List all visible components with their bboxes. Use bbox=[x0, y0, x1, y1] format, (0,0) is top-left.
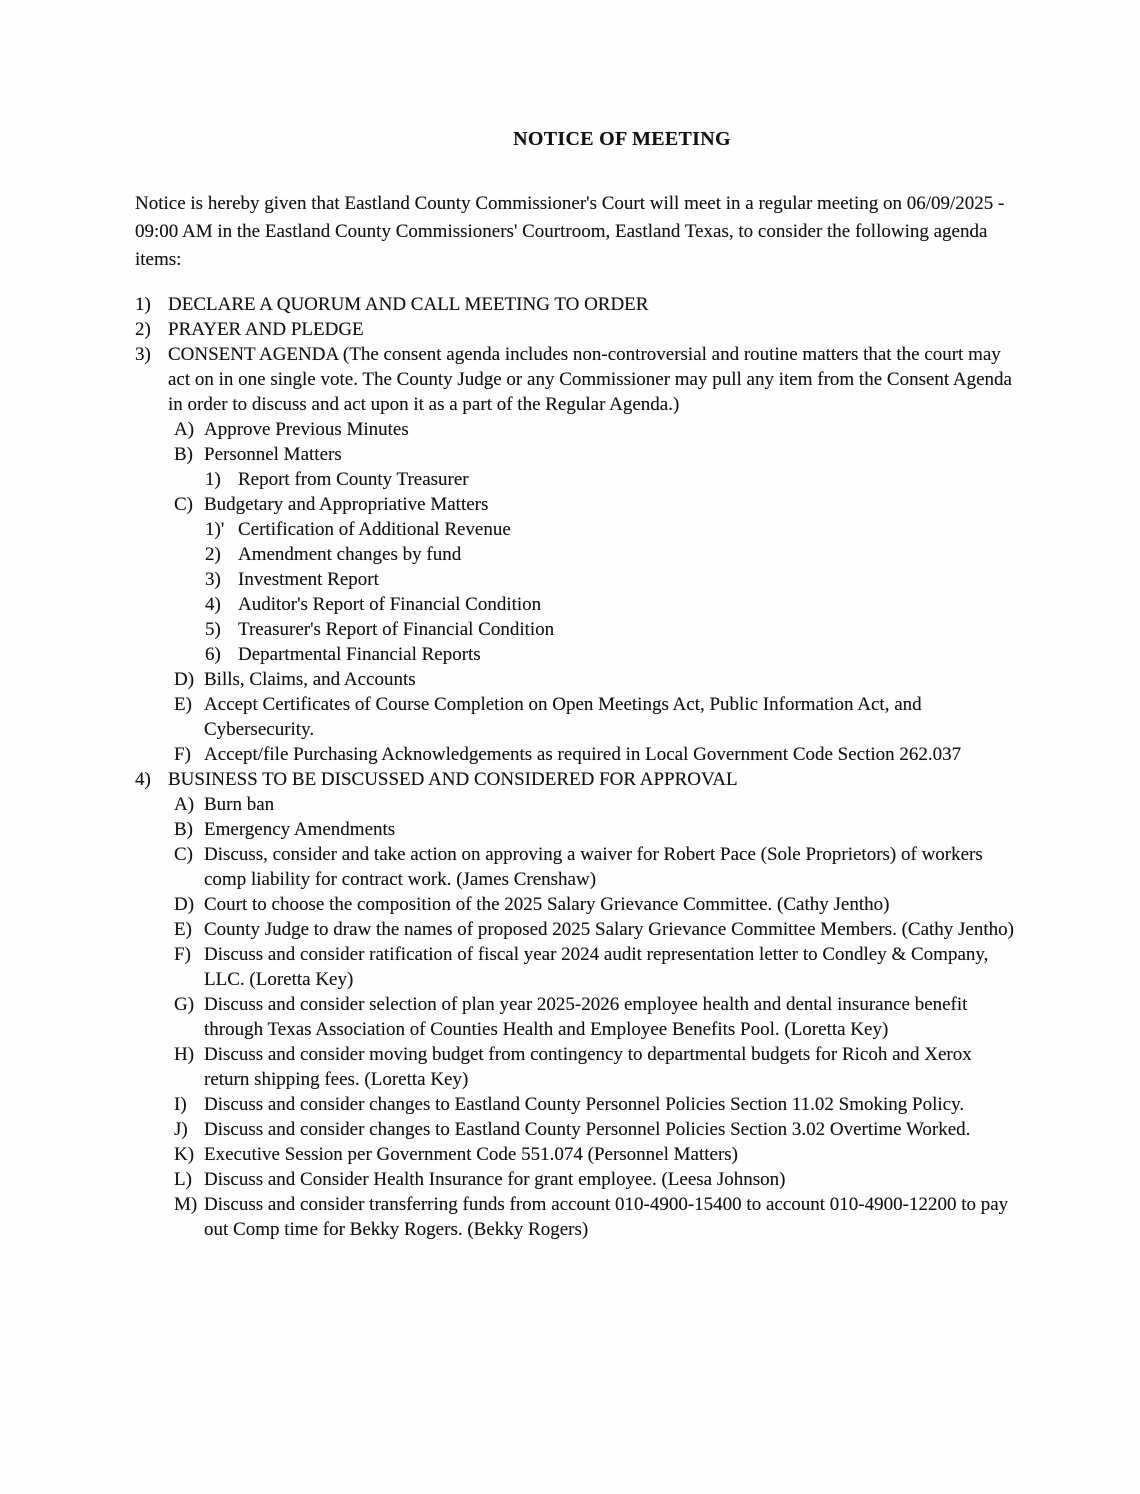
agenda-item bbox=[205, 517, 1015, 542]
agenda-item-row bbox=[174, 817, 1015, 842]
agenda-item bbox=[174, 667, 1015, 692]
agenda-list bbox=[135, 292, 1015, 1242]
agenda-item-row bbox=[174, 892, 1015, 917]
agenda-item-row bbox=[174, 1192, 1015, 1242]
item-text: Accept/file Purchasing Acknowledgements as required in Local Government Code Section 262.037 bbox=[204, 744, 962, 765]
agenda-item bbox=[174, 1192, 1015, 1242]
agenda-item bbox=[174, 417, 1015, 442]
agenda-item bbox=[174, 1142, 1015, 1167]
item-marker: 1)' bbox=[205, 519, 225, 540]
item-marker: I) bbox=[174, 1094, 187, 1115]
agenda-item-row bbox=[174, 442, 1015, 467]
item-marker: F) bbox=[174, 944, 191, 965]
agenda-item-row bbox=[205, 467, 1015, 492]
item-marker: 3) bbox=[205, 569, 221, 590]
item-marker: H) bbox=[174, 1044, 195, 1065]
item-marker: 6) bbox=[205, 644, 221, 665]
agenda-sublist bbox=[205, 467, 1015, 492]
agenda-item-row bbox=[174, 842, 1015, 892]
item-text: Court to choose the composition of the 2025 Salary Grievance Committee. (Cathy Jentho) bbox=[204, 894, 890, 915]
item-marker: E) bbox=[174, 919, 192, 940]
item-text: Amendment changes by fund bbox=[238, 544, 462, 565]
agenda-item bbox=[205, 642, 1015, 667]
item-marker: F) bbox=[174, 744, 191, 765]
agenda-item bbox=[205, 467, 1015, 492]
agenda-item bbox=[174, 792, 1015, 817]
agenda-item-row bbox=[205, 592, 1015, 617]
item-text: Emergency Amendments bbox=[204, 819, 396, 840]
agenda-item-row bbox=[174, 492, 1015, 517]
agenda-item-row bbox=[205, 567, 1015, 592]
agenda-item-row bbox=[174, 1117, 1015, 1142]
item-text: Discuss, consider and take action on approving a waiver for Robert Pace (Sole Proprietors) of workers comp liability for contract work. (James Crenshaw) bbox=[204, 844, 983, 890]
item-text: County Judge to draw the names of proposed 2025 Salary Grievance Committee Members. (Cathy Jentho) bbox=[204, 919, 1014, 940]
item-text: Bills, Claims, and Accounts bbox=[204, 669, 416, 690]
agenda-item bbox=[174, 992, 1015, 1042]
agenda-sublist bbox=[174, 792, 1015, 1242]
item-text: CONSENT AGENDA (The consent agenda includes non-controversial and routine matters that the court may act on in one single vote. The County Judge or any Commissioner may pull any item from the Consent Agenda in order to discuss and act upon it as a part of the Regular Agenda.) bbox=[168, 344, 1012, 415]
item-text: Certification of Additional Revenue bbox=[238, 519, 511, 540]
item-text: Budgetary and Appropriative Matters bbox=[204, 494, 489, 515]
agenda-item-row bbox=[174, 1092, 1015, 1117]
item-text: Report from County Treasurer bbox=[238, 469, 469, 490]
agenda-item-row bbox=[174, 1042, 1015, 1092]
item-marker: A) bbox=[174, 419, 195, 440]
agenda-item bbox=[174, 917, 1015, 942]
item-marker: J) bbox=[174, 1119, 188, 1140]
agenda-item-row bbox=[205, 517, 1015, 542]
item-text: BUSINESS TO BE DISCUSSED AND CONSIDERED FOR APPROVAL bbox=[168, 769, 738, 790]
agenda-item-row bbox=[174, 792, 1015, 817]
item-marker: G) bbox=[174, 994, 195, 1015]
agenda-item-row bbox=[174, 667, 1015, 692]
agenda-item-row bbox=[135, 342, 1015, 417]
item-marker: A) bbox=[174, 794, 195, 815]
agenda-item-row bbox=[174, 1142, 1015, 1167]
agenda-item-row bbox=[174, 742, 1015, 767]
agenda-item bbox=[174, 1042, 1015, 1092]
item-marker: B) bbox=[174, 819, 193, 840]
item-marker: L) bbox=[174, 1169, 192, 1190]
item-text: Discuss and consider changes to Eastland County Personnel Policies Section 11.02 Smoking Policy. bbox=[204, 1094, 965, 1115]
item-marker: D) bbox=[174, 894, 195, 915]
agenda-item-row bbox=[174, 917, 1015, 942]
agenda-item bbox=[174, 817, 1015, 842]
item-marker: D) bbox=[174, 669, 195, 690]
agenda-item bbox=[205, 592, 1015, 617]
agenda-item bbox=[135, 767, 1015, 1242]
item-text: DECLARE A QUORUM AND CALL MEETING TO ORDER bbox=[168, 294, 649, 315]
agenda-item-row bbox=[205, 642, 1015, 667]
agenda-item bbox=[174, 692, 1015, 742]
item-marker: B) bbox=[174, 444, 193, 465]
item-text: Discuss and consider moving budget from contingency to departmental budgets for Ricoh and Xerox return shipping fees. (Loretta Key) bbox=[204, 1044, 972, 1090]
item-marker: 3) bbox=[135, 344, 151, 365]
item-marker: C) bbox=[174, 494, 193, 515]
item-marker: 1) bbox=[135, 294, 151, 315]
item-text: Discuss and consider ratification of fiscal year 2024 audit representation letter to Condley & Company, LLC. (Loretta Key) bbox=[204, 944, 989, 990]
agenda-item-row bbox=[174, 1167, 1015, 1192]
agenda-item bbox=[174, 742, 1015, 767]
item-marker: K) bbox=[174, 1144, 195, 1165]
item-text: PRAYER AND PLEDGE bbox=[168, 319, 364, 340]
agenda-item bbox=[135, 292, 1015, 317]
agenda-item-row bbox=[174, 992, 1015, 1042]
agenda-item bbox=[174, 1167, 1015, 1192]
item-text: Departmental Financial Reports bbox=[238, 644, 481, 665]
item-text: Treasurer's Report of Financial Condition bbox=[238, 619, 555, 640]
item-marker: C) bbox=[174, 844, 193, 865]
item-text: Personnel Matters bbox=[204, 444, 342, 465]
agenda-item-row bbox=[174, 417, 1015, 442]
agenda-item-row bbox=[174, 942, 1015, 992]
item-text: Auditor's Report of Financial Condition bbox=[238, 594, 542, 615]
item-text: Discuss and Consider Health Insurance for grant employee. (Leesa Johnson) bbox=[204, 1169, 786, 1190]
item-text: Executive Session per Government Code 551.074 (Personnel Matters) bbox=[204, 1144, 738, 1165]
agenda-item bbox=[174, 1117, 1015, 1142]
agenda-item-row bbox=[205, 542, 1015, 567]
item-text: Accept Certificates of Course Completion on Open Meetings Act, Public Information Act, and Cybersecurity. bbox=[204, 694, 922, 740]
item-marker: 2) bbox=[135, 319, 151, 340]
item-marker: 5) bbox=[205, 619, 221, 640]
intro-paragraph: Notice is hereby given that Eastland County Commissioner's Court will meet in a regular meeting on 06/09/2025 - 09:00 AM in the Eastland County Commissioners' Courtroom, Eastland Texas, to consider the following agenda items: bbox=[135, 193, 1005, 270]
agenda-item-row bbox=[205, 617, 1015, 642]
agenda-item-row bbox=[135, 767, 1015, 792]
agenda-item bbox=[174, 1092, 1015, 1117]
agenda-sublist bbox=[205, 517, 1015, 667]
agenda-item bbox=[174, 842, 1015, 892]
item-text: Discuss and consider transferring funds from account 010-4900-15400 to account 010-4900-12200 to pay out Comp time for Bekky Rogers. (Bekky Rogers) bbox=[204, 1194, 1009, 1240]
item-marker: E) bbox=[174, 694, 192, 715]
page-title: NOTICE OF MEETING bbox=[513, 128, 731, 150]
item-marker: M) bbox=[174, 1194, 198, 1215]
item-marker: 4) bbox=[205, 594, 221, 615]
agenda-item bbox=[174, 892, 1015, 917]
agenda-item-row bbox=[135, 317, 1015, 342]
agenda-item bbox=[135, 342, 1015, 767]
item-marker: 2) bbox=[205, 544, 221, 565]
item-marker: 1) bbox=[205, 469, 221, 490]
item-marker: 4) bbox=[135, 769, 151, 790]
agenda-item bbox=[174, 492, 1015, 667]
agenda-item bbox=[205, 567, 1015, 592]
item-text: Investment Report bbox=[238, 569, 379, 590]
item-text: Burn ban bbox=[204, 794, 275, 815]
item-text: Approve Previous Minutes bbox=[204, 419, 409, 440]
agenda-item-row bbox=[135, 292, 1015, 317]
agenda-item-row bbox=[174, 692, 1015, 742]
agenda-sublist bbox=[174, 417, 1015, 767]
item-text: Discuss and consider changes to Eastland County Personnel Policies Section 3.02 Overtime Worked. bbox=[204, 1119, 971, 1140]
agenda-item bbox=[174, 442, 1015, 492]
agenda-item bbox=[205, 542, 1015, 567]
item-text: Discuss and consider selection of plan year 2025-2026 employee health and dental insurance benefit through Texas Association of Counties Health and Employee Benefits Pool. (Loretta Key) bbox=[204, 994, 968, 1040]
agenda-item bbox=[174, 942, 1015, 992]
agenda-item bbox=[135, 317, 1015, 342]
agenda-item bbox=[205, 617, 1015, 642]
